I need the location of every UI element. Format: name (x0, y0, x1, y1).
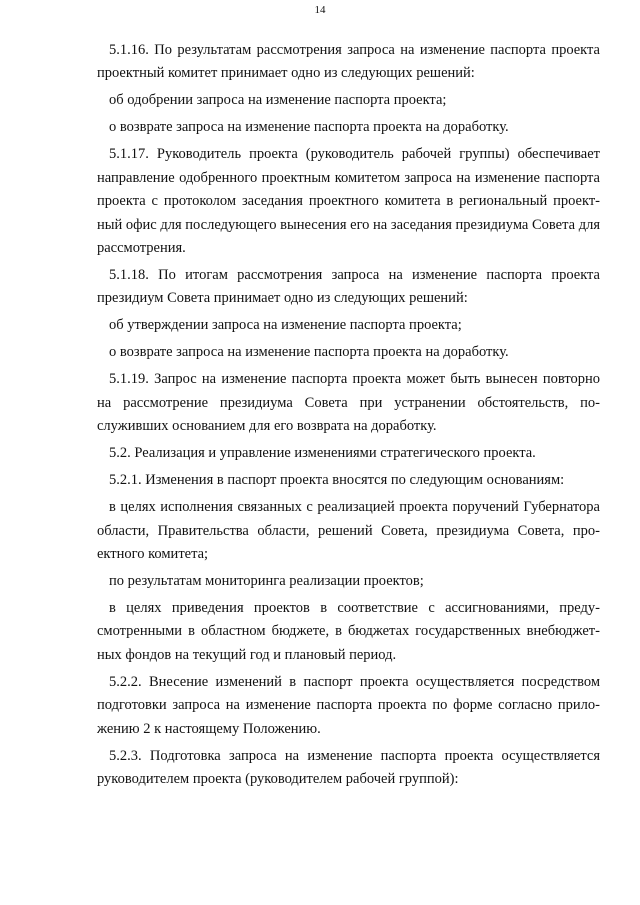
document-body (97, 39, 600, 795)
list-item-approval: об одобрении запроса на изменение паспорта проекта; (109, 92, 447, 109)
paragraph-5-2-1: 5.2.1. Изменения в паспорт проекта вносятся по следующим основаниям: (109, 472, 565, 489)
section-heading-5-2: 5.2. Реализация и управление изменениями стратегического проекта. (109, 445, 536, 462)
list-item-monitoring: по результатам мониторинга реализации проектов; (109, 573, 424, 590)
paragraph-5-2-3: 5.2.3. Подготовка запроса на изменение паспорта проекта осуществляется руководителем проекта (руководителем рабочей группой): (97, 747, 600, 788)
paragraph-5-1-17: 5.1.17. Руководитель проекта (руководитель рабочей группы) обеспечивает направление одобренного проектным комитетом запроса на изменение паспорта проекта с протоколом заседания проектного комитета в региональный проектный офис для последующего вынесения его на заседания президиума Совета для рассмотрения. (97, 146, 600, 257)
paragraph-5-1-19: 5.1.19. Запрос на изменение паспорта проекта может быть вынесен повторно на рассмотрение президиума Совета при устранении обстоятельств, послуживших основанием для его возврата на доработку. (97, 371, 600, 435)
list-item-return: о возврате запроса на изменение паспорта проекта на доработку. (109, 119, 509, 136)
paragraph-5-1-18: 5.1.18. По итогам рассмотрения запроса на изменение паспорта проекта президиум Совета принимает одно из следующих решений: (97, 267, 600, 307)
paragraph-5-1-16: 5.1.16. По результатам рассмотрения запроса на изменение паспорта проекта проектный комитет принимает одно из следующих решений: (97, 42, 600, 82)
list-item-return-2: о возврате запроса на изменение паспорта проекта на доработку. (109, 344, 509, 361)
list-item-budget: в целях приведения проектов в соответствие с ассигнованиями, предусмотренными в областном бюджете, в бюджетах государственных внебюджетных фондов на текущий год и плановый период. (97, 600, 600, 663)
list-item-orders: в целях исполнения связанных с реализацией проекта поручений Губернатора области, Правительства области, решений Совета, президиума Совета, проектного комитета; (97, 499, 600, 563)
page-number: 14 (314, 4, 326, 16)
list-item-confirmation: об утверждении запроса на изменение паспорта проекта; (109, 317, 462, 334)
paragraph-5-2-2: 5.2.2. Внесение изменений в паспорт проекта осуществляется посредством подготовки запроса на изменение паспорта проекта по форме согласно приложению 2 к настоящему Положению. (97, 673, 600, 737)
